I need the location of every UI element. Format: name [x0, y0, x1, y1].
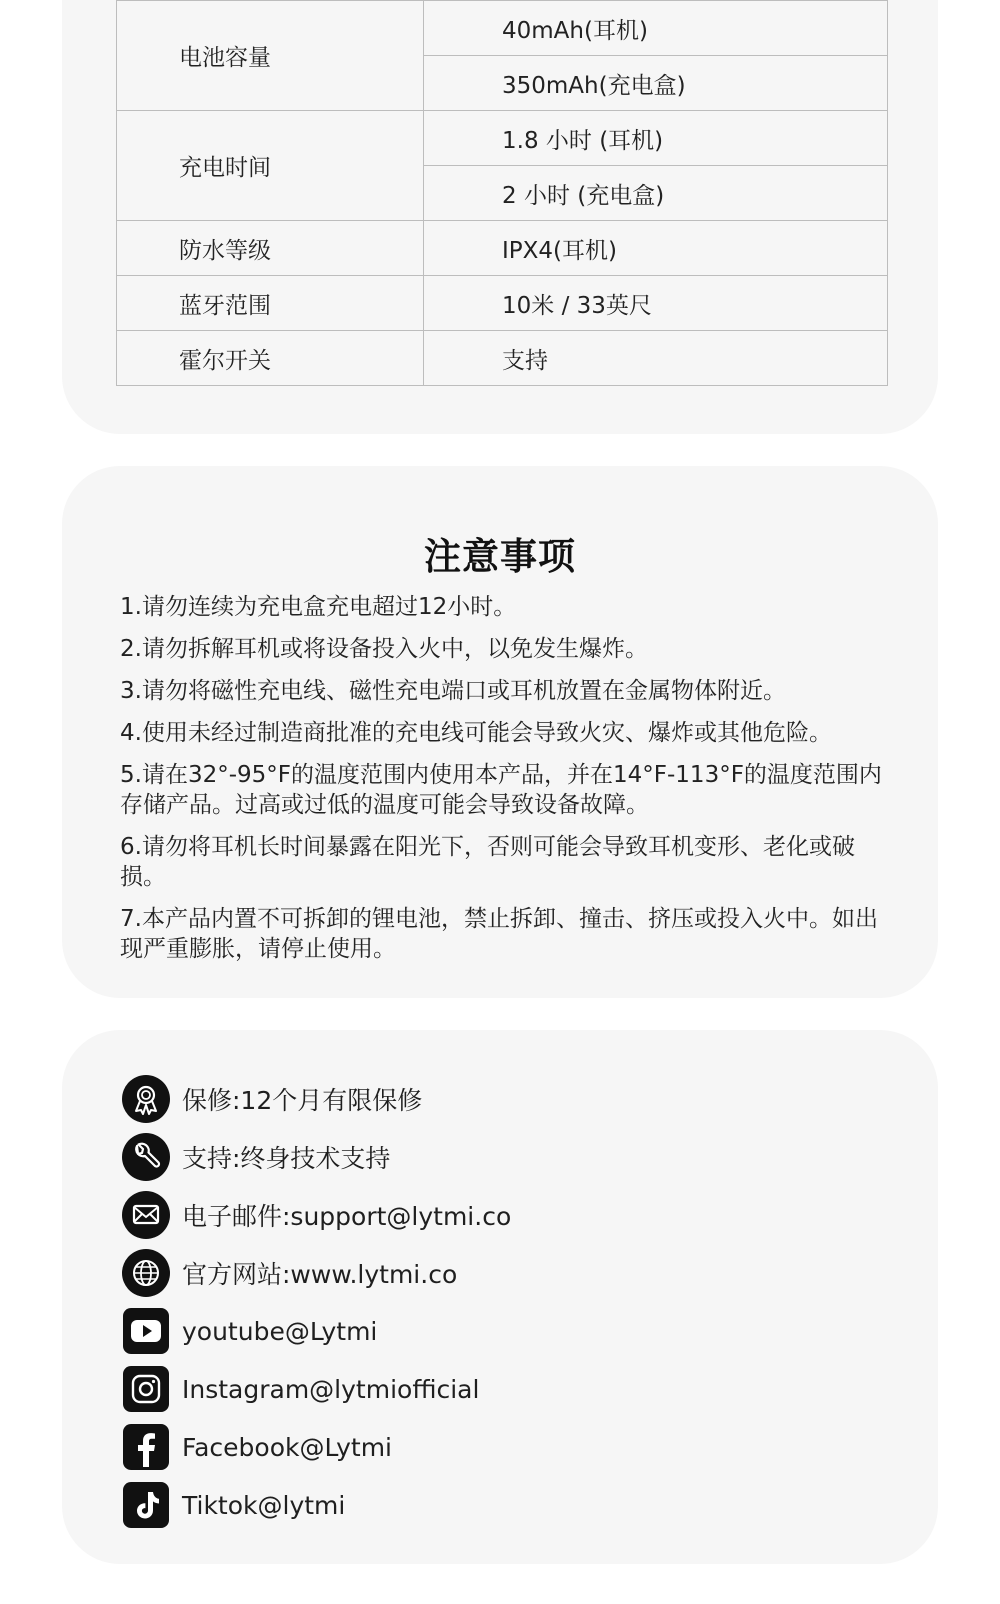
wrench-icon	[122, 1133, 170, 1181]
spec-value-bluetooth: 10米 / 33英尺	[424, 276, 888, 331]
instagram-icon	[122, 1365, 170, 1413]
list-item: 3.请勿将磁性充电线、磁性充电端口或耳机放置在金属物体附近。	[120, 678, 786, 704]
spec-value-waterproof: IPX4(耳机)	[424, 221, 888, 276]
facebook-icon	[122, 1423, 170, 1471]
contact-instagram-text[interactable]: Instagram@lytmiofficial	[182, 1374, 480, 1404]
tiktok-icon	[122, 1481, 170, 1529]
list-item: 6.请勿将耳机长时间暴露在阳光下，否则可能会导致耳机变形、老化或破损。	[120, 834, 855, 890]
spec-label-battery: 电池容量	[117, 1, 424, 111]
youtube-icon	[122, 1307, 170, 1355]
table-row	[117, 1, 888, 56]
contact-youtube[interactable]	[122, 1302, 511, 1360]
contact-email-text[interactable]: 电子邮件:support@lytmi.co	[182, 1202, 512, 1231]
notes-list	[120, 592, 890, 976]
spec-label-bluetooth: 蓝牙范围	[117, 276, 424, 331]
spec-value-charge-earbuds: 1.8 小时 (耳机)	[424, 111, 888, 166]
list-item: 4.使用未经过制造商批准的充电线可能会导致火灾、爆炸或其他危险。	[120, 720, 832, 746]
table-row	[117, 111, 888, 166]
contact-tiktok-text[interactable]: Tiktok@lytmi	[182, 1490, 346, 1520]
specs-card	[62, 0, 938, 434]
list-item: 2.请勿拆解耳机或将设备投入火中，以免发生爆炸。	[120, 636, 648, 662]
mail-icon	[122, 1191, 170, 1239]
table-row	[117, 221, 888, 276]
spec-value-battery-earbuds: 40mAh(耳机)	[424, 1, 888, 56]
contact-support-text: 支持:终身技术支持	[182, 1144, 391, 1173]
contact-facebook-text[interactable]: Facebook@Lytmi	[182, 1432, 392, 1462]
contact-instagram[interactable]	[122, 1360, 511, 1418]
contact-website[interactable]	[122, 1244, 511, 1302]
contact-website-text[interactable]: 官方网站:www.lytmi.co	[182, 1260, 458, 1289]
spec-value-charge-case: 2 小时 (充电盒)	[424, 166, 888, 221]
list-item: 5.请在32°-95°F的温度范围内使用本产品，并在14°F-113°F的温度范围内存储产品。过高或过低的温度可能会导致设备故障。	[120, 762, 882, 818]
contact-email[interactable]	[122, 1186, 511, 1244]
spec-label-hall-switch: 霍尔开关	[117, 331, 424, 386]
list-item: 1.请勿连续为充电盒充电超过12小时。	[120, 594, 517, 620]
contact-card	[62, 1030, 938, 1564]
warranty-ribbon-icon	[122, 1075, 170, 1123]
globe-icon	[122, 1249, 170, 1297]
contact-facebook[interactable]	[122, 1418, 511, 1476]
spec-label-charge-time: 充电时间	[117, 111, 424, 221]
table-row	[117, 276, 888, 331]
table-row	[117, 331, 888, 386]
contact-list	[122, 1070, 511, 1534]
contact-youtube-text[interactable]: youtube@Lytmi	[182, 1316, 378, 1346]
contact-support	[122, 1128, 511, 1186]
spec-value-hall-switch: 支持	[424, 331, 888, 386]
notes-title: 注意事项	[424, 535, 576, 578]
spec-table	[116, 0, 888, 386]
list-item: 7.本产品内置不可拆卸的锂电池，禁止拆卸、撞击、挤压或投入火中。如出现严重膨胀，请停止使用。	[120, 906, 878, 962]
spec-value-battery-case: 350mAh(充电盒)	[424, 56, 888, 111]
contact-warranty	[122, 1070, 511, 1128]
contact-warranty-text: 保修:12个月有限保修	[182, 1086, 423, 1115]
contact-tiktok[interactable]	[122, 1476, 511, 1534]
spec-label-waterproof: 防水等级	[117, 221, 424, 276]
notes-card	[62, 466, 938, 998]
